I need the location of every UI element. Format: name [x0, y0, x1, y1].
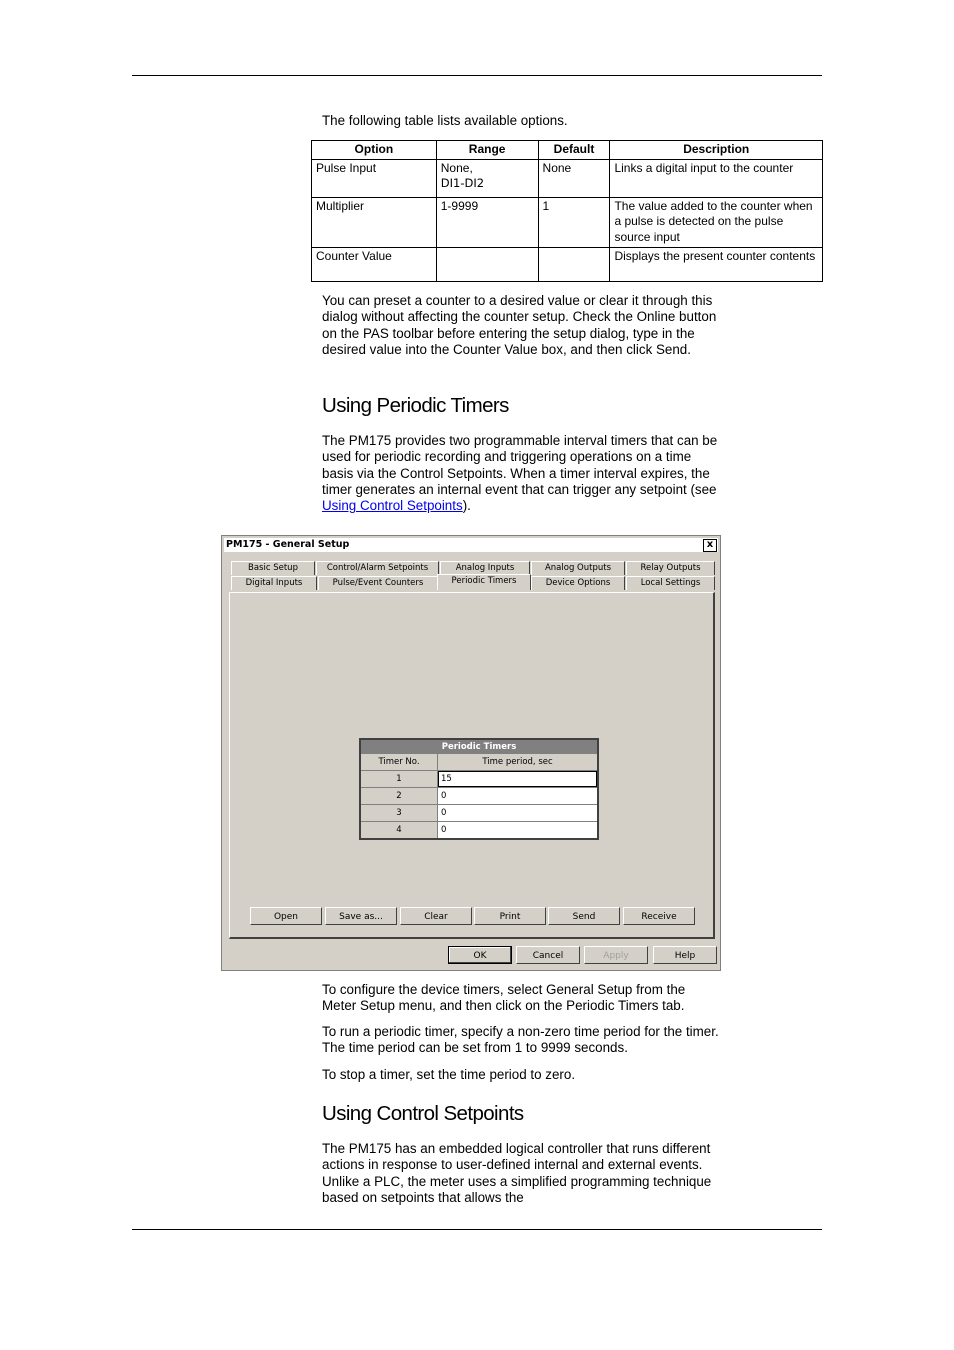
bottom-rule	[132, 1229, 822, 1230]
time-period-input[interactable]: 0	[438, 822, 597, 838]
table-row	[312, 198, 823, 248]
help-button[interactable]: Help	[653, 946, 717, 964]
timer-no: 4	[361, 822, 438, 838]
timer-no: 2	[361, 788, 438, 804]
cell-option: Pulse Input	[312, 160, 437, 198]
heading-periodic-timers: Using Periodic Timers	[322, 394, 509, 417]
clear-button[interactable]: Clear	[400, 907, 472, 925]
tab-panel	[229, 592, 715, 939]
grid-title: Periodic Timers	[361, 740, 597, 754]
tab-digital-inputs[interactable]: Digital Inputs	[231, 576, 317, 590]
timers-text-end: ).	[462, 498, 471, 514]
cell-option: Multiplier	[312, 198, 437, 248]
cell-default: None	[538, 160, 610, 198]
tab-pulse-event-counters[interactable]: Pulse/Event Counters	[318, 576, 438, 590]
tab-basic-setup[interactable]: Basic Setup	[231, 561, 315, 575]
tab-device-options[interactable]: Device Options	[531, 576, 625, 590]
tab-relay-outputs[interactable]: Relay Outputs	[626, 561, 715, 575]
tab-analog-outputs[interactable]: Analog Outputs	[531, 561, 625, 575]
cell-description: Links a digital input to the counter	[610, 160, 823, 198]
table-row	[361, 804, 597, 821]
header-range: Range	[436, 141, 538, 160]
timers-paragraph	[322, 433, 722, 514]
time-period-input[interactable]: 15	[438, 771, 597, 787]
heading-control-setpoints: Using Control Setpoints	[322, 1102, 524, 1125]
apply-button[interactable]: Apply	[584, 946, 648, 964]
tab-local-settings[interactable]: Local Settings	[626, 576, 715, 590]
cell-default: 1	[538, 198, 610, 248]
header-timer-no: Timer No.	[361, 754, 438, 770]
stop-timer-paragraph: To stop a timer, set the time period to zero.	[322, 1067, 576, 1082]
header-option: Option	[312, 141, 437, 160]
cell-default	[538, 248, 610, 282]
general-setup-dialog	[221, 535, 721, 971]
time-period-input[interactable]: 0	[438, 805, 597, 821]
header-default: Default	[538, 141, 610, 160]
time-period-input[interactable]: 0	[438, 788, 597, 804]
range-line-1: None,	[440, 161, 473, 175]
options-table	[311, 140, 823, 282]
cell-option: Counter Value	[312, 248, 437, 282]
open-button[interactable]: Open	[250, 907, 322, 925]
grid-header-row	[361, 754, 597, 770]
close-icon[interactable]: x	[703, 539, 717, 552]
cell-range: 1-9999	[436, 198, 538, 248]
tab-periodic-timers[interactable]: Periodic Timers	[437, 574, 531, 590]
timer-no: 3	[361, 805, 438, 821]
cell-description: Displays the present counter contents	[610, 248, 823, 282]
setpoints-paragraph: The PM175 has an embedded logical controller that runs different actions in response to user-defined internal and external events. Unlike a PLC, the meter uses a simplified programming technique based on setpoints that allows the	[322, 1141, 712, 1205]
control-setpoints-link[interactable]: Using Control Setpoints	[322, 498, 463, 514]
table-row	[312, 248, 823, 282]
dialog-titlebar	[224, 538, 718, 552]
receive-button[interactable]: Receive	[623, 907, 695, 925]
cell-description: The value added to the counter when a pulse is detected on the pulse source input	[610, 198, 823, 248]
range-line-2: DI1-DI2	[440, 176, 485, 191]
header-description: Description	[610, 141, 823, 160]
periodic-timers-grid	[359, 738, 599, 840]
table-row	[361, 787, 597, 804]
configure-paragraph: To configure the device timers, select General Setup from the Meter Setup menu, and then click on the Periodic Timers tab.	[322, 982, 686, 1014]
header-time-period: Time period, sec	[482, 757, 553, 767]
timers-text: The PM175 provides two programmable interval timers that can be used for periodic recording and triggering operations on a time basis via the Control Setpoints. When a timer interval expires, the timer generates an internal event that can trigger any setpoint (see	[322, 433, 718, 497]
send-button[interactable]: Send	[548, 907, 620, 925]
preset-paragraph: You can preset a counter to a desired value or clear it through this dialog without affecting the counter setup. Check the Online button on the PAS toolbar before entering the setup dialog, type in the desired value into the Counter Value box, and then click Send.	[322, 293, 717, 357]
table-row	[361, 770, 597, 787]
tab-control-alarm-setpoints[interactable]: Control/Alarm Setpoints	[316, 561, 439, 575]
timer-no: 1	[361, 771, 438, 787]
dialog-title: PM175 - General Setup	[226, 539, 350, 550]
top-rule	[132, 75, 822, 76]
table-row	[361, 821, 597, 838]
tab-analog-inputs[interactable]: Analog Inputs	[440, 561, 530, 575]
run-timer-paragraph: To run a periodic timer, specify a non-zero time period for the timer. The time period can be set from 1 to 9999 seconds.	[322, 1024, 719, 1056]
ok-button[interactable]: OK	[448, 946, 512, 964]
cell-range	[436, 248, 538, 282]
save-as-button[interactable]: Save as...	[325, 907, 397, 925]
cell-range	[436, 160, 538, 198]
options-header-row	[312, 141, 823, 160]
intro-text: The following table lists available options.	[322, 113, 568, 128]
cancel-button[interactable]: Cancel	[516, 946, 580, 964]
print-button[interactable]: Print	[474, 907, 546, 925]
table-row	[312, 160, 823, 198]
